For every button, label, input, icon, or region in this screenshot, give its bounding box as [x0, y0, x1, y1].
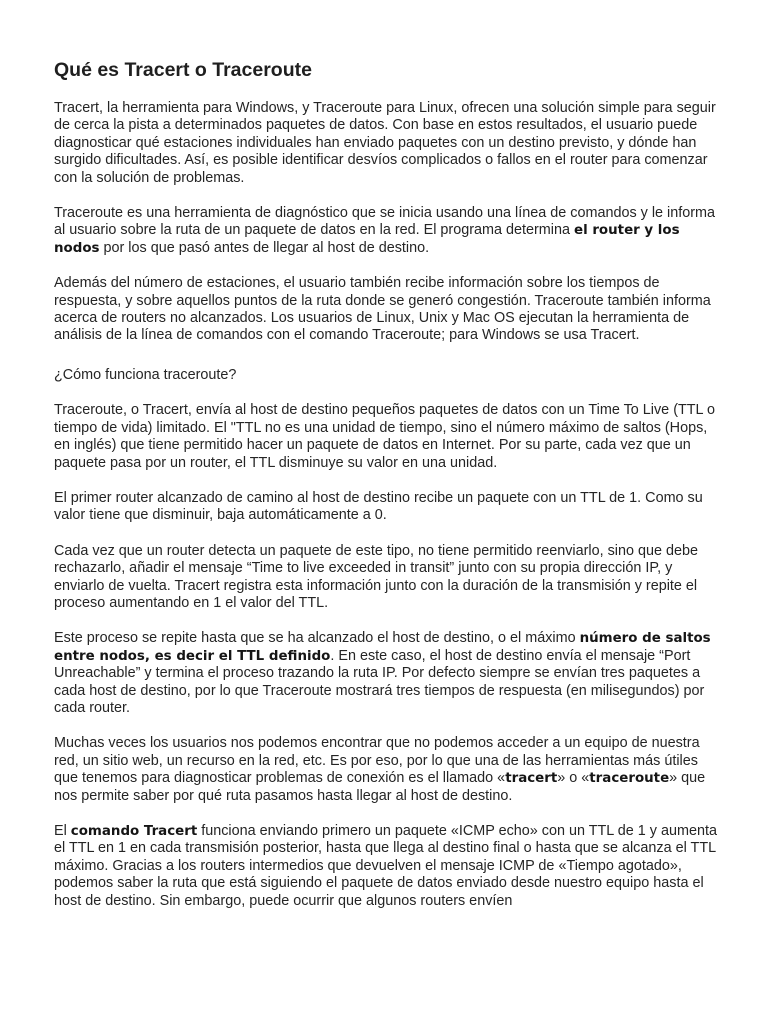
text-run: por los que pasó antes de llegar al host de destino.	[99, 239, 430, 256]
paragraph-response-times: Además del número de estaciones, el usuario también recibe información sobre los tiempos de respuesta, y sobre aquellos puntos de la ruta donde se generó congestión. Traceroute también informa acerca de routers no alcanzados. Los usuarios de Linux, Unix y Mac OS ejecutan la herramienta de análisis de la línea de comandos con el comando Traceroute; para Windows se usa Tracert.	[54, 275, 711, 344]
paragraph-diagnostic-tool	[54, 205, 718, 257]
paragraph-users-access	[54, 735, 718, 805]
bold-text: el router y los nodos	[54, 223, 680, 256]
text-run: Traceroute es una herramienta de diagnóstico que se inicia usando una línea de comandos y le informa al usuario sobre la ruta de un paquete de datos en la red. El programa determina	[54, 205, 716, 239]
text-run: funciona enviando primero un paquete «ICMP echo» con un TTL de 1 y aumenta el TTL en 1 en cada transmisión posterior, hasta que llega al destino final o hasta que se alcanza el TTL máximo. Gracias a los routers intermedios que devuelven el mensaje ICMP de «Tiempo agotado», podemos saber la ruta que está siguiendo el paquete de datos enviado desde nuestro equipo hasta el host de destino. Sin embargo, puede ocurrir que algunos routers envíen	[54, 823, 717, 909]
bold-text: número de saltos entre nodos, es decir el TTL definido	[54, 631, 711, 664]
paragraph-router-detect: Cada vez que un router detecta un paquete de este tipo, no tiene permitido reenviarlo, sino que debe rechazarlo, añadir el mensaje “Time to live exceeded in transit” junto con su propia dirección IP, y enviarlo de vuelta. Tracert registra esta información junto con la duración de la transmisión y repite el proceso aumentando en 1 el valor del TTL.	[54, 542, 699, 611]
bold-text: tracert	[505, 771, 558, 787]
text-run: . En este caso, el host de destino envía el mensaje “Port Unreachable” y termina el proceso trazando la ruta IP. Por defecto siempre se envían tres paquetes a cada host de destino, por lo que Traceroute mostrará tres tiempos de respuesta (en milisegundos) por cada router.	[54, 647, 705, 716]
text-run: Este proceso se repite hasta que se ha alcanzado el host de destino, o el máximo	[54, 630, 580, 647]
text-run: Muchas veces los usuarios nos podemos encontrar que no podemos acceder a un equipo de nuestra red, un sitio web, un recurso en la red, etc. Es por eso, por lo que una de las herramientas más útiles que tenemos para diagnosticar problemas de conexión es el llamado «	[54, 735, 700, 787]
text-run: » que nos permite saber por qué ruta pasamos hasta llegar al host de destino.	[54, 770, 706, 804]
bold-text: traceroute	[589, 771, 670, 787]
page-title: Qué es Tracert o Traceroute	[54, 59, 312, 81]
paragraph-ttl: Traceroute, o Tracert, envía al host de destino pequeños paquetes de datos con un Time To Live (TTL o tiempo de vida) limitado. El "TTL no es una unidad de tiempo, sino el número máximo de saltos (Hops, en inglés) que tiene permitido hacer un paquete de datos en Internet. Por su parte, cada vez que un paquete pasa por un router, el TTL disminuye su valor en una unidad.	[54, 402, 716, 471]
paragraph-tracert-command	[54, 823, 718, 910]
section-subheading: ¿Cómo funciona traceroute?	[54, 366, 237, 383]
paragraph-process-repeats	[54, 630, 718, 717]
text-run: El	[54, 823, 71, 839]
paragraph-first-router: El primer router alcanzado de camino al host de destino recibe un paquete con un TTL de 1. Como su valor tiene que disminuir, baja automáticamente a 0.	[54, 489, 703, 524]
bold-text: comando Tracert	[70, 824, 198, 839]
text-run: » o «	[557, 770, 590, 787]
paragraph-intro: Tracert, la herramienta para Windows, y Traceroute para Linux, ofrecen una solución simple para seguir de cerca la pista a determinados paquetes de datos. Con base en estos resultados, el usuario puede diagnosticar qué estaciones individuales han enviado paquetes con un destino previsto, y dónde han surgido dificultades. Así, es posible identificar desvíos complicados o fallos en el router para comenzar con la solución de problemas.	[54, 100, 716, 186]
